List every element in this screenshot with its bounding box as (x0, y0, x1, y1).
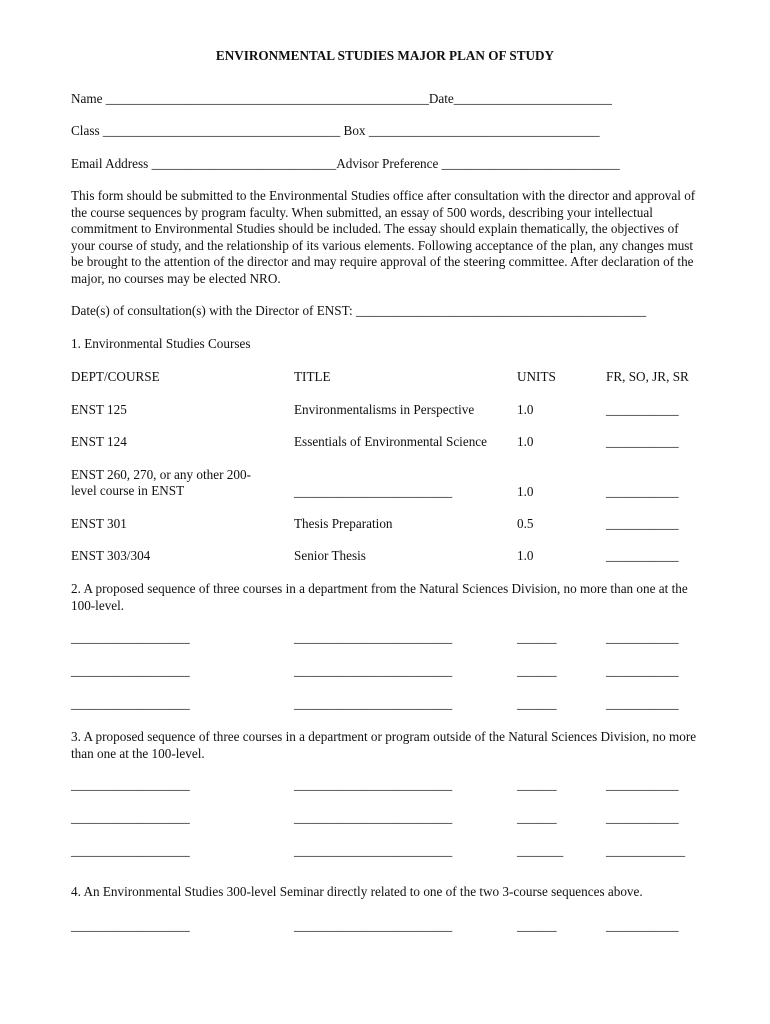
column-header-title: TITLE (294, 369, 331, 384)
course-title: Thesis Preparation (294, 516, 393, 531)
column-header-units: UNITS (517, 369, 556, 384)
course-code: ENST 260, 270, or any other 200-level course in ENST (71, 467, 251, 498)
course-blank[interactable]: __________________ (71, 777, 190, 792)
year-blank[interactable]: ___________ (606, 663, 679, 678)
course-units: 1.0 (517, 548, 534, 563)
year-blank[interactable]: ___________ (606, 402, 679, 417)
year-blank[interactable]: ____________ (606, 843, 686, 858)
course-blank[interactable]: __________________ (71, 630, 190, 645)
course-units: 0.5 (517, 516, 534, 531)
course-code: ENST 301 (71, 516, 127, 531)
course-title: Essentials of Environmental Science (294, 434, 487, 449)
units-blank[interactable]: ______ (517, 696, 557, 711)
title-blank[interactable]: ________________________ (294, 663, 453, 678)
title-blank[interactable]: ________________________ (294, 696, 453, 711)
units-blank[interactable]: ______ (517, 777, 557, 792)
title-blank[interactable]: ________________________ (294, 810, 453, 825)
units-blank[interactable]: ______ (517, 918, 557, 933)
year-blank[interactable]: ___________ (606, 548, 679, 563)
year-blank[interactable]: ___________ (606, 630, 679, 645)
year-blank[interactable]: ___________ (606, 810, 679, 825)
email-advisor-field[interactable]: Email Address ____________________________Advisor Preference ___________________________ (71, 156, 620, 171)
name-date-field[interactable]: Name _________________________________________________Date________________________ (71, 91, 613, 106)
units-blank[interactable]: ______ (517, 630, 557, 645)
year-blank[interactable]: ___________ (606, 696, 679, 711)
course-code: ENST 125 (71, 402, 127, 417)
instructions-paragraph: This form should be submitted to the Environmental Studies office after consultation with the director and approval of the course sequences by program faculty. When submitted, an essay of 500 words, describing your intellectual commitment to Environmental Studies should be included. The essay should explain thematically, the objectives of your course of study, and the relationship of its various elements. Following acceptance of the plan, any changes must be brought to the attention of the director and may require approval of the steering committee. After declaration of the major, no courses may be elected NRO. (71, 188, 696, 286)
course-blank[interactable]: __________________ (71, 843, 190, 858)
column-header-year: FR, SO, JR, SR (606, 369, 689, 384)
year-blank[interactable]: ___________ (606, 484, 679, 499)
title-blank[interactable]: ________________________ (294, 777, 453, 792)
course-units: 1.0 (517, 484, 534, 499)
section4-heading: 4. An Environmental Studies 300-level Seminar directly related to one of the two 3-course sequences above. (71, 884, 643, 899)
course-title: Environmentalisms in Perspective (294, 402, 475, 417)
year-blank[interactable]: ___________ (606, 918, 679, 933)
course-blank[interactable]: __________________ (71, 663, 190, 678)
year-blank[interactable]: ___________ (606, 434, 679, 449)
course-blank[interactable]: __________________ (71, 696, 190, 711)
consultation-date-field[interactable]: Date(s) of consultation(s) with the Director of ENST: ____________________________________________ (71, 303, 647, 318)
column-header-course: DEPT/COURSE (71, 369, 160, 384)
title-blank[interactable]: ________________________ (294, 843, 453, 858)
course-blank[interactable]: __________________ (71, 810, 190, 825)
page-title: ENVIRONMENTAL STUDIES MAJOR PLAN OF STUDY (215, 48, 555, 63)
units-blank[interactable]: ______ (517, 663, 557, 678)
units-blank[interactable]: _______ (517, 843, 564, 858)
course-code: ENST 303/304 (71, 548, 151, 563)
course-units: 1.0 (517, 402, 534, 417)
course-title: Senior Thesis (294, 548, 366, 563)
section3-heading: 3. A proposed sequence of three courses in a department or program outside of the Natural Sciences Division, no more than one at the 100-level. (71, 729, 697, 761)
units-blank[interactable]: ______ (517, 810, 557, 825)
course-title-blank[interactable]: ________________________ (294, 484, 453, 499)
course-blank[interactable]: __________________ (71, 918, 190, 933)
title-blank[interactable]: ________________________ (294, 918, 453, 933)
year-blank[interactable]: ___________ (606, 516, 679, 531)
title-blank[interactable]: ________________________ (294, 630, 453, 645)
section1-heading: 1. Environmental Studies Courses (71, 336, 251, 351)
course-code: ENST 124 (71, 434, 127, 449)
class-box-field[interactable]: Class ____________________________________ Box ___________________________________ (71, 123, 600, 138)
year-blank[interactable]: ___________ (606, 777, 679, 792)
section2-heading: 2. A proposed sequence of three courses in a department from the Natural Sciences Division, no more than one at the 100-level. (71, 581, 688, 613)
course-units: 1.0 (517, 434, 534, 449)
